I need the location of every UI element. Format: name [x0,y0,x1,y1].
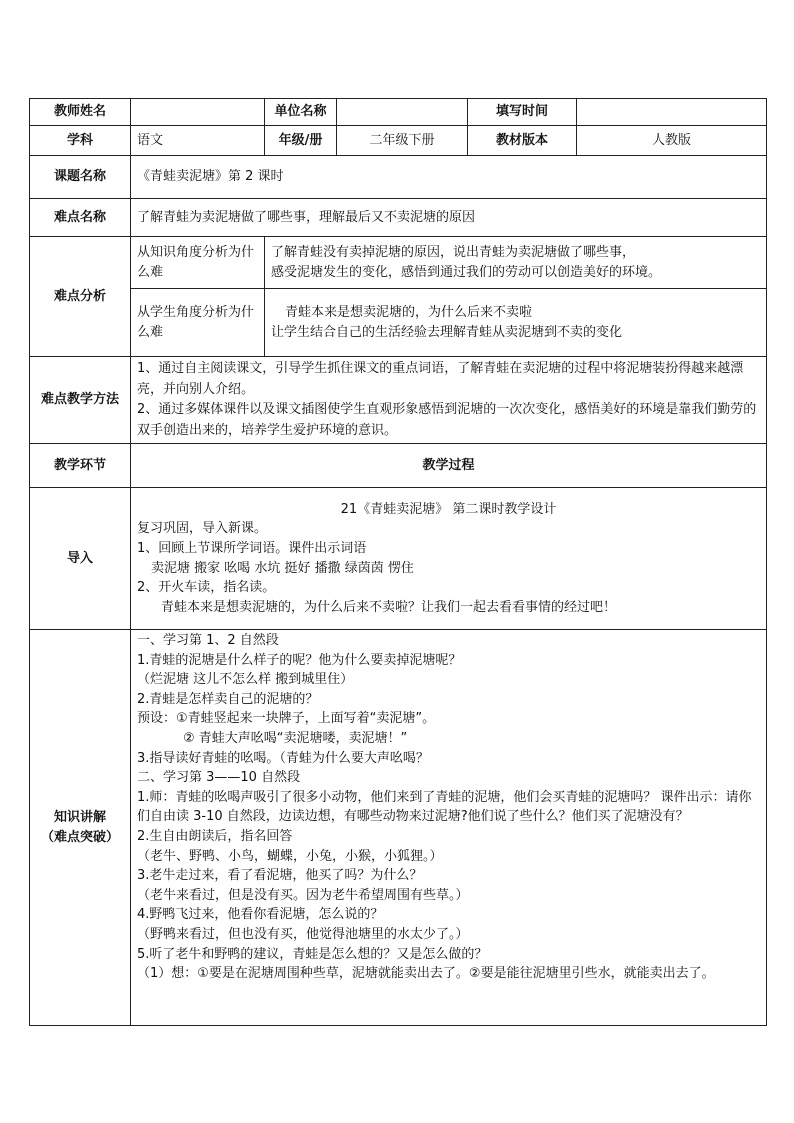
knowledge-line: （野鸭来看过，但也没有买，他觉得池塘里的水太少了。） [137,926,469,942]
intro-line: 青蛙本来是想卖泥塘的，为什么后来不卖啦？让我们一起去看看事情的经过吧！ [161,599,617,615]
knowledge-line: 4.野鸭飞过来，他看你看泥塘，怎么说的？ [137,907,384,923]
difficulty-value: 了解青蛙为卖泥塘做了哪些事，理解最后又不卖泥塘的原因 [131,199,767,237]
knowledge-line: 预设：①青蛙竖起来一块牌子，上面写着“卖泥塘”。 [137,711,436,727]
difficulty-row [30,199,767,237]
subject-value: 语文 [131,126,265,156]
student-line: 让学生结合自己的生活经验去理解青蛙从卖泥塘到不卖的变化 [271,324,623,340]
header-row-2 [30,126,767,156]
vocabulary-line: 卖泥塘 搬家 吆喝 水坑 挺好 播撒 绿茵茵 愣住 [151,560,414,576]
topic-label: 课题名称 [30,156,131,199]
teacher-name-label: 教师姓名 [30,99,131,126]
method-label: 难点教学方法 [30,357,131,444]
unit-name-label: 单位名称 [265,99,337,126]
method-item: 2、通过多媒体课件以及课文插图使学生直观形象感悟到泥塘的一次次变化，感悟美好的环境是靠我们勤劳的双手创造出来的，培养学生爱护环境的意识。 [137,402,757,438]
student-angle-content [265,289,767,357]
knowledge-content [131,630,767,1026]
topic-value: 《青蛙卖泥塘》第 2 课时 [131,156,767,199]
header-row-1 [30,99,767,126]
method-content [131,357,767,444]
knowledge-line: 3.指导读好青蛙的吆喝。（青蛙为什么要大声吆喝？ [137,750,429,766]
knowledge-line: 二、学习第 3——10 自然段 [137,770,301,786]
knowledge-line: （1）想：①要是在泥塘周围种些草，泥塘就能卖出去了。②要是能往泥塘里引些水，就能卖出去了。 [137,966,715,982]
knowledge-angle-content [265,237,767,289]
teaching-step-header: 教学环节 [30,444,131,488]
knowledge-line: 感受泥塘发生的变化，感悟到通过我们的劳动可以创造美好的环境。 [271,264,662,280]
edition-value: 人教版 [577,126,767,156]
knowledge-label-cell [30,630,131,1026]
topic-row [30,156,767,199]
knowledge-angle-label: 从知识角度分析为什么难 [131,237,265,289]
intro-line: 复习巩固，导入新课。 [137,521,268,537]
teacher-name-value[interactable] [131,99,265,126]
process-header-row [30,444,767,488]
analysis-label: 难点分析 [30,237,131,357]
knowledge-line: ② 青蛙大声吆喝“卖泥塘喽，卖泥塘！” [183,730,408,746]
knowledge-line: （烂泥塘 这儿不怎么样 搬到城里住） [137,672,354,688]
student-line: 青蛙本来是想卖泥塘的，为什么后来不卖啦 [285,304,533,320]
lesson-design-title: 21《青蛙卖泥塘》 第二课时教学设计 [340,501,557,517]
difficulty-label: 难点名称 [30,199,131,237]
knowledge-line: 3.老牛走过来，看了看泥塘，他买了吗？为什么？ [137,868,423,884]
fill-time-label: 填写时间 [468,99,577,126]
lesson-plan-table [29,98,767,1026]
grade-label: 年级/册 [265,126,337,156]
knowledge-line: 1.青蛙的泥塘是什么样子的呢？他为什么要卖掉泥塘呢？ [137,652,462,668]
knowledge-line: （老牛来看过，但是没有买。因为老牛希望周围有些草。） [137,887,469,903]
student-angle-label: 从学生角度分析为什么难 [131,289,265,357]
knowledge-line: 了解青蛙没有卖掉泥塘的原因，说出青蛙为卖泥塘做了哪些事， [271,244,636,260]
knowledge-line: 5.听了老牛和野鸭的建议，青蛙是怎么想的？又是怎么做的？ [137,946,488,962]
grade-value: 二年级下册 [337,126,468,156]
teaching-process-header: 教学过程 [131,444,767,488]
knowledge-label: 知识讲解 [53,809,106,825]
analysis-row-knowledge [30,237,767,289]
method-item: 1、通过自主阅读课文，引导学生抓住课文的重点词语，了解青蛙在卖泥塘的过程中将泥塘装扮得越来越漂亮，并向别人介绍。 [137,361,744,397]
knowledge-line: （老牛、野鸭、小鸟，蝴蝶，小兔，小猴，小狐狸。） [137,848,443,864]
intro-line: 1、回顾上节课所学词语。课件出示词语 [137,540,367,556]
intro-content [131,488,767,630]
knowledge-sublabel: （难点突破） [40,829,119,845]
intro-row [30,488,767,630]
subject-label: 学科 [30,126,131,156]
edition-label: 教材版本 [468,126,577,156]
knowledge-row [30,630,767,1026]
intro-label: 导入 [30,488,131,630]
knowledge-line: 1.师：青蛙的吆喝声吸引了很多小动物，他们来到了青蛙的泥塘，他们会买青蛙的泥塘吗？ 课件出示：请你们自由读 3-10 自然段，边读边想，有哪些动物来过泥塘?他们说了些什么？他们买了泥塘没有？ [137,789,752,825]
analysis-row-student [30,289,767,357]
method-row [30,357,767,444]
knowledge-line: 2.青蛙是怎样卖自己的泥塘的？ [137,691,319,707]
knowledge-line: 2.生自由朗读后，指名回答 [137,828,293,844]
intro-line: 2、开火车读，指名读。 [137,580,276,596]
fill-time-value[interactable] [577,99,767,126]
unit-name-value[interactable] [337,99,468,126]
knowledge-line: 一、学习第 1、2 自然段 [137,633,279,648]
